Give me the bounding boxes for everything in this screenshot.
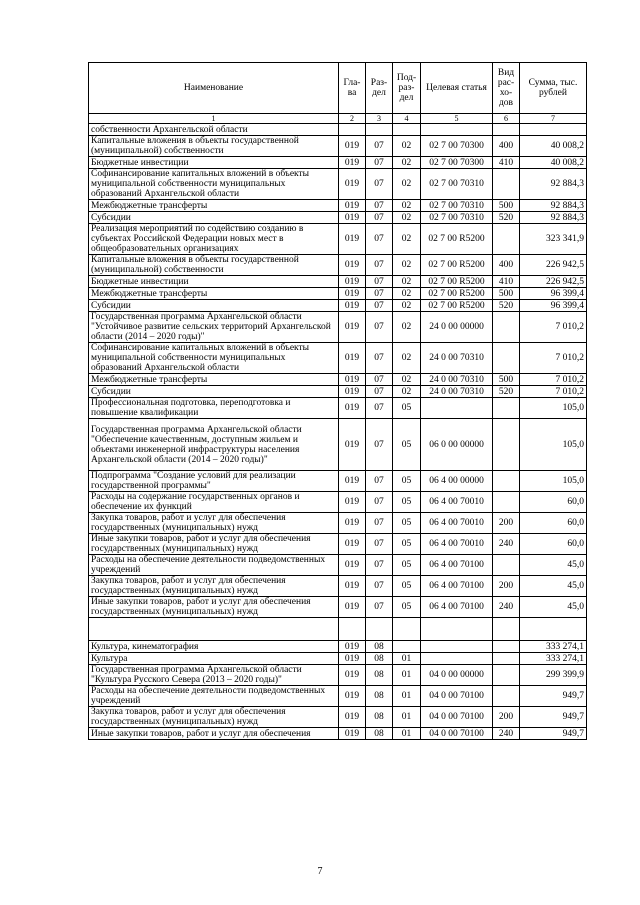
- table-row: [89, 555, 587, 576]
- row-statya: 06 4 00 00000: [421, 471, 493, 492]
- row-podrazdel: 05: [393, 398, 421, 419]
- row-glava: [339, 618, 366, 641]
- row-statya: [421, 641, 493, 653]
- table-row: [89, 136, 587, 157]
- row-vid: 200: [493, 707, 520, 728]
- row-vid: [493, 124, 520, 136]
- page-number: 7: [317, 866, 323, 877]
- row-summa: 333 274,1: [520, 653, 587, 665]
- row-vid: [493, 398, 520, 419]
- table-row: [89, 471, 587, 492]
- row-summa: 949,7: [520, 707, 587, 728]
- row-summa: 226 942,5: [520, 276, 587, 288]
- row-razdel: 08: [366, 641, 393, 653]
- row-podrazdel: 05: [393, 576, 421, 597]
- row-glava: [339, 124, 366, 136]
- row-razdel: 07: [366, 276, 393, 288]
- row-summa: 949,7: [520, 728, 587, 740]
- row-summa: 45,0: [520, 597, 587, 618]
- table-row: [89, 157, 587, 169]
- row-summa: 60,0: [520, 513, 587, 534]
- row-glava: 019: [339, 513, 366, 534]
- row-podrazdel: 01: [393, 707, 421, 728]
- row-vid: [493, 419, 520, 471]
- row-name: собственности Архангельской области: [89, 124, 339, 136]
- table-row: [89, 728, 587, 740]
- row-glava: 019: [339, 374, 366, 386]
- row-glava: 019: [339, 492, 366, 513]
- row-summa: 7 010,2: [520, 374, 587, 386]
- row-statya: 04 0 00 00000: [421, 665, 493, 686]
- row-statya: 04 0 00 70100: [421, 707, 493, 728]
- header-podrazdel: Под-раз-дел: [393, 63, 421, 114]
- row-razdel: 07: [366, 398, 393, 419]
- row-razdel: 07: [366, 300, 393, 312]
- row-glava: 019: [339, 288, 366, 300]
- row-statya: 02 7 00 70300: [421, 157, 493, 169]
- row-glava: 019: [339, 555, 366, 576]
- row-vid: 240: [493, 597, 520, 618]
- row-summa: 105,0: [520, 419, 587, 471]
- row-statya: [421, 618, 493, 641]
- row-statya: 04 0 00 70100: [421, 686, 493, 707]
- row-razdel: 08: [366, 728, 393, 740]
- row-podrazdel: 05: [393, 492, 421, 513]
- row-summa: 96 399,4: [520, 288, 587, 300]
- row-summa: 92 884,3: [520, 200, 587, 212]
- row-statya: 06 4 00 70010: [421, 492, 493, 513]
- row-vid: [493, 618, 520, 641]
- row-podrazdel: [393, 618, 421, 641]
- row-glava: 019: [339, 312, 366, 343]
- row-summa: 92 884,3: [520, 212, 587, 224]
- row-vid: 520: [493, 300, 520, 312]
- row-vid: 200: [493, 576, 520, 597]
- row-name: Расходы на содержание государственных органов и обеспечение их функций: [89, 492, 339, 513]
- row-razdel: 07: [366, 136, 393, 157]
- row-glava: 019: [339, 653, 366, 665]
- row-name: Капитальные вложения в объекты государственной (муниципальной) собственности: [89, 136, 339, 157]
- row-summa: 92 884,3: [520, 169, 587, 200]
- row-podrazdel: 02: [393, 224, 421, 255]
- row-summa: 333 274,1: [520, 641, 587, 653]
- row-name: Субсидии: [89, 212, 339, 224]
- row-razdel: [366, 618, 393, 641]
- table-row: [89, 398, 587, 419]
- colnum: 3: [366, 114, 393, 124]
- row-statya: 24 0 00 70310: [421, 343, 493, 374]
- row-razdel: 07: [366, 597, 393, 618]
- row-summa: [520, 124, 587, 136]
- table-row: [89, 618, 587, 641]
- row-vid: [493, 312, 520, 343]
- row-name: Иные закупки товаров, работ и услуг для обеспечения государственных (муниципальных) нужд: [89, 534, 339, 555]
- row-vid: 520: [493, 386, 520, 398]
- table-row: [89, 492, 587, 513]
- table-row: [89, 312, 587, 343]
- table-row: [89, 513, 587, 534]
- header-statya: Целевая статья: [421, 63, 493, 114]
- row-podrazdel: 02: [393, 212, 421, 224]
- table-row: [89, 124, 587, 136]
- row-podrazdel: 01: [393, 653, 421, 665]
- row-name: Государственная программа Архангельской области "Культура Русского Севера (2013 – 2020 годы)": [89, 665, 339, 686]
- row-statya: 02 7 00 70310: [421, 200, 493, 212]
- row-razdel: 08: [366, 707, 393, 728]
- row-summa: 105,0: [520, 398, 587, 419]
- row-name: Государственная программа Архангельской области "Обеспечение качественным, доступным жильем и объектами инженерной инфраструктуры населения Архангельской области (2014 – 2020 годы)": [89, 419, 339, 471]
- row-podrazdel: [393, 641, 421, 653]
- row-vid: 240: [493, 728, 520, 740]
- row-statya: 02 7 00 70300: [421, 136, 493, 157]
- row-podrazdel: 05: [393, 534, 421, 555]
- row-glava: 019: [339, 665, 366, 686]
- row-glava: 019: [339, 597, 366, 618]
- row-statya: 02 7 00 R5200: [421, 255, 493, 276]
- colnum: 4: [393, 114, 421, 124]
- row-glava: 019: [339, 686, 366, 707]
- row-razdel: 07: [366, 212, 393, 224]
- row-name: Профессиональная подготовка, переподготовка и повышение квалификации: [89, 398, 339, 419]
- row-razdel: 07: [366, 343, 393, 374]
- row-podrazdel: 02: [393, 288, 421, 300]
- row-vid: [493, 665, 520, 686]
- row-razdel: 07: [366, 513, 393, 534]
- table-row: [89, 386, 587, 398]
- row-summa: 40 008,2: [520, 136, 587, 157]
- row-razdel: 07: [366, 555, 393, 576]
- row-name: Подпрограмма "Создание условий для реализации государственной программы": [89, 471, 339, 492]
- row-razdel: 08: [366, 653, 393, 665]
- row-glava: 019: [339, 157, 366, 169]
- table-row: [89, 419, 587, 471]
- row-name: Субсидии: [89, 386, 339, 398]
- row-glava: 019: [339, 419, 366, 471]
- row-vid: 500: [493, 374, 520, 386]
- row-vid: [493, 343, 520, 374]
- row-glava: 019: [339, 136, 366, 157]
- row-statya: 24 0 00 70310: [421, 386, 493, 398]
- column-number-row: [89, 114, 587, 124]
- row-razdel: 07: [366, 534, 393, 555]
- row-vid: 500: [493, 288, 520, 300]
- row-glava: 019: [339, 300, 366, 312]
- row-podrazdel: 02: [393, 255, 421, 276]
- table-row: [89, 653, 587, 665]
- row-vid: 400: [493, 136, 520, 157]
- row-glava: 019: [339, 576, 366, 597]
- row-name: Культура: [89, 653, 339, 665]
- row-razdel: 07: [366, 471, 393, 492]
- table-row: [89, 343, 587, 374]
- row-glava: 019: [339, 200, 366, 212]
- table-row: [89, 169, 587, 200]
- row-vid: [493, 653, 520, 665]
- row-summa: 226 942,5: [520, 255, 587, 276]
- colnum: 7: [520, 114, 587, 124]
- row-razdel: 07: [366, 200, 393, 212]
- row-summa: 45,0: [520, 555, 587, 576]
- row-podrazdel: [393, 124, 421, 136]
- row-glava: 019: [339, 641, 366, 653]
- row-razdel: 07: [366, 288, 393, 300]
- row-vid: [493, 686, 520, 707]
- row-summa: 949,7: [520, 686, 587, 707]
- row-podrazdel: 02: [393, 157, 421, 169]
- table-row: [89, 374, 587, 386]
- row-statya: [421, 653, 493, 665]
- row-summa: 60,0: [520, 534, 587, 555]
- row-statya: 24 0 00 00000: [421, 312, 493, 343]
- colnum: 5: [421, 114, 493, 124]
- row-podrazdel: 01: [393, 686, 421, 707]
- row-glava: 019: [339, 212, 366, 224]
- row-razdel: 07: [366, 576, 393, 597]
- row-razdel: 07: [366, 169, 393, 200]
- table-row: [89, 288, 587, 300]
- row-podrazdel: 05: [393, 597, 421, 618]
- row-statya: 02 7 00 70310: [421, 212, 493, 224]
- row-razdel: 08: [366, 686, 393, 707]
- row-statya: 02 7 00 R5200: [421, 288, 493, 300]
- row-glava: 019: [339, 224, 366, 255]
- row-razdel: 07: [366, 157, 393, 169]
- row-podrazdel: 02: [393, 276, 421, 288]
- row-statya: 06 0 00 00000: [421, 419, 493, 471]
- row-name: Иные закупки товаров, работ и услуг для обеспечения государственных (муниципальных) нужд: [89, 597, 339, 618]
- row-glava: 019: [339, 343, 366, 374]
- header-glava: Гла-ва: [339, 63, 366, 114]
- table-row: [89, 212, 587, 224]
- row-podrazdel: 02: [393, 300, 421, 312]
- header-summa: Сумма, тыс. рублей: [520, 63, 587, 114]
- table-row: [89, 300, 587, 312]
- row-statya: 02 7 00 70310: [421, 169, 493, 200]
- row-name: Капитальные вложения в объекты государственной (муниципальной) собственности: [89, 255, 339, 276]
- row-name: Бюджетные инвестиции: [89, 157, 339, 169]
- row-name: Софинансирование капитальных вложений в объекты муниципальной собственности муниципальных образований Архангельской области: [89, 343, 339, 374]
- row-vid: [493, 492, 520, 513]
- row-podrazdel: 02: [393, 312, 421, 343]
- table-row: [89, 597, 587, 618]
- row-vid: [493, 169, 520, 200]
- row-name: Межбюджетные трансферты: [89, 200, 339, 212]
- row-vid: 500: [493, 200, 520, 212]
- colnum: 1: [89, 114, 339, 124]
- row-podrazdel: 02: [393, 200, 421, 212]
- table-row: [89, 255, 587, 276]
- row-vid: [493, 555, 520, 576]
- header-name: Наименование: [89, 63, 339, 114]
- row-razdel: 07: [366, 419, 393, 471]
- row-vid: [493, 471, 520, 492]
- row-summa: 60,0: [520, 492, 587, 513]
- row-podrazdel: 02: [393, 169, 421, 200]
- row-podrazdel: 02: [393, 343, 421, 374]
- row-summa: [520, 618, 587, 641]
- table-row: [89, 200, 587, 212]
- row-name: Расходы на обеспечение деятельности подведомственных учреждений: [89, 686, 339, 707]
- table-row: [89, 534, 587, 555]
- row-vid: 520: [493, 212, 520, 224]
- row-podrazdel: 02: [393, 136, 421, 157]
- budget-table: [88, 62, 587, 740]
- row-summa: 7 010,2: [520, 386, 587, 398]
- row-glava: 019: [339, 534, 366, 555]
- row-razdel: 07: [366, 374, 393, 386]
- row-glava: 019: [339, 728, 366, 740]
- row-podrazdel: 05: [393, 513, 421, 534]
- row-vid: [493, 224, 520, 255]
- row-razdel: 08: [366, 665, 393, 686]
- colnum: 2: [339, 114, 366, 124]
- row-statya: 06 4 00 70010: [421, 513, 493, 534]
- row-podrazdel: 05: [393, 555, 421, 576]
- row-name: Культура, кинематография: [89, 641, 339, 653]
- row-statya: 06 4 00 70100: [421, 597, 493, 618]
- row-statya: 06 4 00 70100: [421, 555, 493, 576]
- row-podrazdel: 02: [393, 386, 421, 398]
- row-podrazdel: 02: [393, 374, 421, 386]
- row-razdel: 07: [366, 492, 393, 513]
- table-row: [89, 224, 587, 255]
- row-podrazdel: 05: [393, 419, 421, 471]
- row-glava: 019: [339, 707, 366, 728]
- row-name: Межбюджетные трансферты: [89, 374, 339, 386]
- row-razdel: 07: [366, 224, 393, 255]
- table-header-row: [89, 63, 587, 114]
- row-statya: 06 4 00 70010: [421, 534, 493, 555]
- row-razdel: 07: [366, 312, 393, 343]
- row-name: Закупка товаров, работ и услуг для обеспечения государственных (муниципальных) нужд: [89, 576, 339, 597]
- row-vid: 200: [493, 513, 520, 534]
- row-summa: 7 010,2: [520, 312, 587, 343]
- row-statya: 02 7 00 R5200: [421, 276, 493, 288]
- table-row: [89, 665, 587, 686]
- row-name: Субсидии: [89, 300, 339, 312]
- row-statya: 04 0 00 70100: [421, 728, 493, 740]
- row-name: [89, 618, 339, 641]
- row-name: Закупка товаров, работ и услуг для обеспечения государственных (муниципальных) нужд: [89, 707, 339, 728]
- row-summa: 40 008,2: [520, 157, 587, 169]
- row-glava: 019: [339, 276, 366, 288]
- row-name: Расходы на обеспечение деятельности подведомственных учреждений: [89, 555, 339, 576]
- row-statya: [421, 398, 493, 419]
- row-summa: 45,0: [520, 576, 587, 597]
- row-razdel: 07: [366, 255, 393, 276]
- table-row: [89, 686, 587, 707]
- row-vid: 240: [493, 534, 520, 555]
- row-statya: 06 4 00 70100: [421, 576, 493, 597]
- row-razdel: [366, 124, 393, 136]
- row-glava: 019: [339, 169, 366, 200]
- row-name: Закупка товаров, работ и услуг для обеспечения государственных (муниципальных) нужд: [89, 513, 339, 534]
- row-glava: 019: [339, 471, 366, 492]
- header-razdel: Раз-дел: [366, 63, 393, 114]
- row-summa: 7 010,2: [520, 343, 587, 374]
- row-name: Иные закупки товаров, работ и услуг для обеспечения: [89, 728, 339, 740]
- header-vid: Вид рас-хо-дов: [493, 63, 520, 114]
- table-row: [89, 641, 587, 653]
- row-name: Реализация мероприятий по содействию созданию в субъектах Российской Федерации новых мест в общеобразовательных организациях: [89, 224, 339, 255]
- row-vid: 410: [493, 276, 520, 288]
- row-summa: 299 399,9: [520, 665, 587, 686]
- table-row: [89, 707, 587, 728]
- row-name: Государственная программа Архангельской области "Устойчивое развитие сельских территорий Архангельской области (2014 – 2020 годы)": [89, 312, 339, 343]
- row-name: Бюджетные инвестиции: [89, 276, 339, 288]
- row-name: Софинансирование капитальных вложений в объекты муниципальной собственности муниципальных образований Архангельской области: [89, 169, 339, 200]
- table-row: [89, 576, 587, 597]
- row-glava: 019: [339, 255, 366, 276]
- row-statya: 24 0 00 70310: [421, 374, 493, 386]
- row-summa: 96 399,4: [520, 300, 587, 312]
- row-podrazdel: 01: [393, 728, 421, 740]
- row-podrazdel: 01: [393, 665, 421, 686]
- row-statya: 02 7 00 R5200: [421, 300, 493, 312]
- row-vid: 400: [493, 255, 520, 276]
- colnum: 6: [493, 114, 520, 124]
- row-podrazdel: 05: [393, 471, 421, 492]
- row-vid: 410: [493, 157, 520, 169]
- row-glava: 019: [339, 398, 366, 419]
- row-glava: 019: [339, 386, 366, 398]
- row-summa: 105,0: [520, 471, 587, 492]
- table-row: [89, 276, 587, 288]
- row-summa: 323 341,9: [520, 224, 587, 255]
- row-razdel: 07: [366, 386, 393, 398]
- row-statya: [421, 124, 493, 136]
- row-statya: 02 7 00 R5200: [421, 224, 493, 255]
- row-name: Межбюджетные трансферты: [89, 288, 339, 300]
- row-vid: [493, 641, 520, 653]
